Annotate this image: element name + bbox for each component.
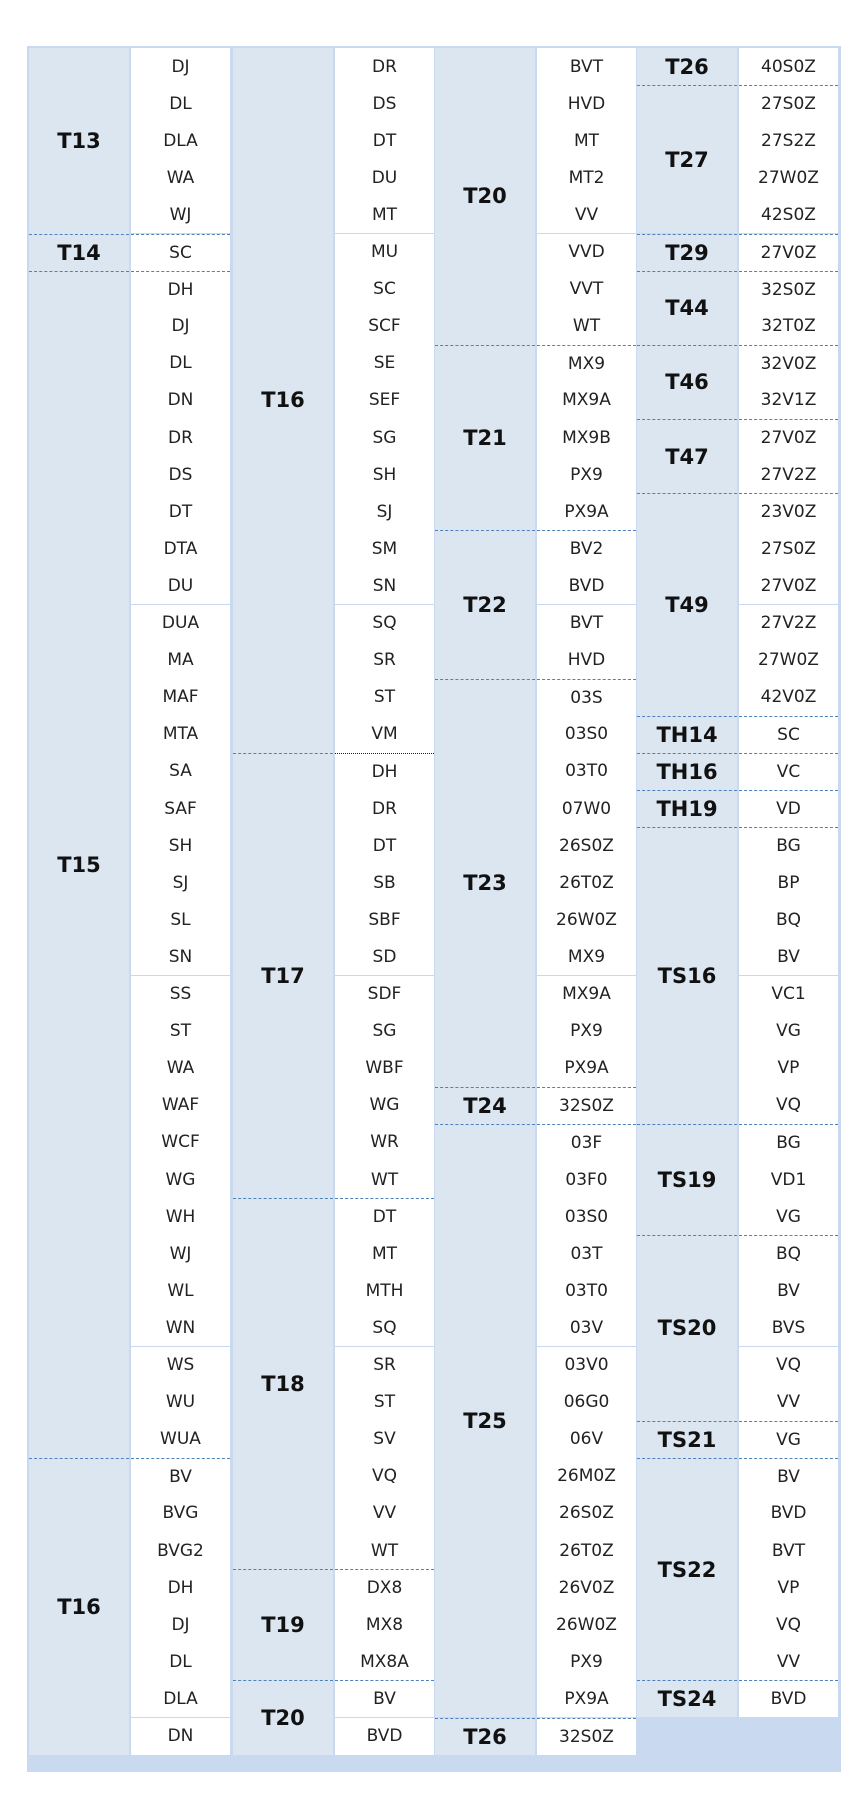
- code-cell: WT: [335, 1161, 434, 1198]
- code-cell: PX9: [537, 456, 636, 493]
- code-cell: SD: [335, 938, 434, 975]
- code-cell: SG: [335, 419, 434, 456]
- code-cell: 06V: [537, 1421, 636, 1458]
- code-cell: PX9A: [537, 1680, 636, 1717]
- group-column: [637, 48, 737, 1770]
- code-cell: SC: [739, 716, 838, 753]
- group-label: T26: [435, 1718, 535, 1755]
- code-cell: MX8: [335, 1606, 434, 1643]
- code-cell: BG: [739, 1124, 838, 1161]
- code-cell: 27S2Z: [739, 122, 838, 159]
- code-cell: MU: [335, 234, 434, 271]
- code-cell: DUA: [131, 605, 230, 642]
- code-cell: SCF: [335, 308, 434, 345]
- code-cell: WS: [131, 1347, 230, 1384]
- code-cell: ST: [131, 1013, 230, 1050]
- code-cell: SV: [335, 1421, 434, 1458]
- code-cell: WAF: [131, 1087, 230, 1124]
- code-cell: 27S0Z: [739, 530, 838, 567]
- code-cell: SN: [131, 938, 230, 975]
- code-cell: VQ: [739, 1347, 838, 1384]
- code-cell: VD: [739, 790, 838, 827]
- code-cell: 26W0Z: [537, 1606, 636, 1643]
- code-cell: WA: [131, 1050, 230, 1087]
- code-cell: 03T0: [537, 753, 636, 790]
- code-cell: VG: [739, 1013, 838, 1050]
- group-label: T44: [637, 271, 737, 345]
- code-cell: DJ: [131, 1606, 230, 1643]
- group-label: T47: [637, 419, 737, 493]
- code-cell: MX9A: [537, 976, 636, 1013]
- code-cell: 23V0Z: [739, 493, 838, 530]
- code-cell: MX9B: [537, 419, 636, 456]
- code-cell: 32S0Z: [537, 1718, 636, 1755]
- group-label: T15: [29, 271, 129, 1458]
- code-cell: SQ: [335, 605, 434, 642]
- code-cell: DR: [335, 48, 434, 85]
- code-cell: 42V0Z: [739, 679, 838, 716]
- code-cell: 26S0Z: [537, 1495, 636, 1532]
- code-cell: WCF: [131, 1124, 230, 1161]
- code-cell: VG: [739, 1421, 838, 1458]
- group-label: T20: [435, 48, 535, 345]
- code-cell: 03T0: [537, 1272, 636, 1309]
- group-label: TS16: [637, 827, 737, 1124]
- code-cell: DJ: [131, 48, 230, 85]
- group-label: T13: [29, 48, 129, 234]
- code-cell: VVT: [537, 271, 636, 308]
- code-cell: VD1: [739, 1161, 838, 1198]
- code-cell: 06G0: [537, 1384, 636, 1421]
- item-column: [335, 48, 434, 1770]
- code-cell: 26W0Z: [537, 901, 636, 938]
- code-cell: MTA: [131, 716, 230, 753]
- code-cell: WA: [131, 159, 230, 196]
- code-cell: BVS: [739, 1309, 838, 1346]
- code-cell: 26V0Z: [537, 1569, 636, 1606]
- code-cell: DS: [131, 456, 230, 493]
- code-cell: SR: [335, 642, 434, 679]
- code-cell: 03S0: [537, 716, 636, 753]
- code-cell: DH: [131, 1569, 230, 1606]
- code-cell: DJ: [131, 308, 230, 345]
- code-cell: DR: [335, 790, 434, 827]
- group-column: [233, 48, 333, 1770]
- code-cell: 26T0Z: [537, 1532, 636, 1569]
- item-column: [131, 48, 230, 1770]
- code-cell: VV: [537, 196, 636, 233]
- code-cell: BV: [739, 1458, 838, 1495]
- code-cell: SB: [335, 864, 434, 901]
- code-cell: VQ: [739, 1606, 838, 1643]
- item-column: [537, 48, 636, 1770]
- code-cell: BV: [131, 1458, 230, 1495]
- code-cell: BVD: [335, 1718, 434, 1755]
- code-cell: BVD: [739, 1495, 838, 1532]
- code-cell: DLA: [131, 1680, 230, 1717]
- group-label: T23: [435, 679, 535, 1087]
- code-cell: DTA: [131, 530, 230, 567]
- code-cell: MX9: [537, 938, 636, 975]
- code-cell: BVT: [739, 1532, 838, 1569]
- code-cell: DT: [335, 122, 434, 159]
- group-label: T27: [637, 85, 737, 233]
- code-cell: VP: [739, 1569, 838, 1606]
- code-cell: HVD: [537, 85, 636, 122]
- code-cell: WUA: [131, 1421, 230, 1458]
- code-cell: 03S0: [537, 1198, 636, 1235]
- code-cell: SA: [131, 753, 230, 790]
- code-cell: VQ: [335, 1458, 434, 1495]
- code-cell: DR: [131, 419, 230, 456]
- code-cell: WG: [335, 1087, 434, 1124]
- item-column: [739, 48, 838, 1770]
- code-cell: 27V2Z: [739, 456, 838, 493]
- code-cell: 32S0Z: [739, 271, 838, 308]
- code-cell: BVT: [537, 605, 636, 642]
- code-cell: 26T0Z: [537, 864, 636, 901]
- code-cell: MTH: [335, 1272, 434, 1309]
- code-cell: SDF: [335, 976, 434, 1013]
- code-cell: WT: [335, 1532, 434, 1569]
- group-label: T21: [435, 345, 535, 531]
- code-cell: DT: [131, 493, 230, 530]
- code-cell: SL: [131, 901, 230, 938]
- code-cell: SEF: [335, 382, 434, 419]
- code-cell: BVT: [537, 48, 636, 85]
- code-cell: SH: [335, 456, 434, 493]
- group-label: TS21: [637, 1421, 737, 1458]
- code-cell: BQ: [739, 901, 838, 938]
- code-cell: WJ: [131, 1235, 230, 1272]
- code-cell: DL: [131, 85, 230, 122]
- code-cell: VVD: [537, 234, 636, 271]
- code-cell: WL: [131, 1272, 230, 1309]
- code-cell: BVD: [739, 1680, 838, 1717]
- group-label: T16: [29, 1458, 129, 1755]
- code-cell: 27V0Z: [739, 567, 838, 604]
- code-cell: 03V0: [537, 1347, 636, 1384]
- code-cell: MT: [537, 122, 636, 159]
- code-cell: 40S0Z: [739, 48, 838, 85]
- code-cell: 27W0Z: [739, 159, 838, 196]
- code-cell: ST: [335, 679, 434, 716]
- code-cell: 03S: [537, 679, 636, 716]
- code-cell: MT: [335, 1235, 434, 1272]
- code-cell: 42S0Z: [739, 196, 838, 233]
- code-cell: 07W0: [537, 790, 636, 827]
- code-cell: MX9A: [537, 382, 636, 419]
- code-cell: VC: [739, 753, 838, 790]
- code-cell: SJ: [131, 864, 230, 901]
- code-cell: SR: [335, 1347, 434, 1384]
- code-cell: SG: [335, 1013, 434, 1050]
- code-cell: VV: [739, 1384, 838, 1421]
- code-cell: WU: [131, 1384, 230, 1421]
- code-cell: WH: [131, 1198, 230, 1235]
- code-cell: DX8: [335, 1569, 434, 1606]
- code-cell: BQ: [739, 1235, 838, 1272]
- code-cell: 26S0Z: [537, 827, 636, 864]
- code-cell: SQ: [335, 1309, 434, 1346]
- code-cell: BVG: [131, 1495, 230, 1532]
- code-cell: VM: [335, 716, 434, 753]
- code-cell: DH: [335, 753, 434, 790]
- code-cell: MT2: [537, 159, 636, 196]
- code-cell: 27V0Z: [739, 234, 838, 271]
- code-cell: 27V2Z: [739, 605, 838, 642]
- code-cell: VV: [335, 1495, 434, 1532]
- code-cell: VC1: [739, 976, 838, 1013]
- code-cell: MAF: [131, 679, 230, 716]
- code-cell: SM: [335, 530, 434, 567]
- group-label: T49: [637, 493, 737, 716]
- code-cell: WT: [537, 308, 636, 345]
- code-cell: 32T0Z: [739, 308, 838, 345]
- code-cell: 32V0Z: [739, 345, 838, 382]
- code-cell: MX8A: [335, 1643, 434, 1680]
- code-cell: DU: [131, 567, 230, 604]
- code-cell: DL: [131, 1643, 230, 1680]
- code-cell: DN: [131, 382, 230, 419]
- group-label: TH19: [637, 790, 737, 827]
- code-cell: VQ: [739, 1087, 838, 1124]
- code-cell: WBF: [335, 1050, 434, 1087]
- code-cell: BV2: [537, 530, 636, 567]
- code-cell: DS: [335, 85, 434, 122]
- group-label: TS20: [637, 1235, 737, 1421]
- code-cell: 26M0Z: [537, 1458, 636, 1495]
- group-column: [435, 48, 535, 1770]
- code-cell: 32S0Z: [537, 1087, 636, 1124]
- code-cell: PX9A: [537, 1050, 636, 1087]
- code-cell: VG: [739, 1198, 838, 1235]
- group-label: T22: [435, 530, 535, 678]
- group-column: [29, 48, 129, 1770]
- group-label: T26: [637, 48, 737, 85]
- group-label: T19: [233, 1569, 333, 1680]
- code-cell: PX9: [537, 1013, 636, 1050]
- code-cell: BP: [739, 864, 838, 901]
- group-label: TS19: [637, 1124, 737, 1235]
- group-label: T16: [233, 48, 333, 753]
- code-cell: 03T: [537, 1235, 636, 1272]
- code-cell: 27S0Z: [739, 85, 838, 122]
- code-cell: DT: [335, 827, 434, 864]
- code-cell: 03F: [537, 1124, 636, 1161]
- group-label: T17: [233, 753, 333, 1198]
- code-cell: SC: [131, 234, 230, 271]
- code-table: [27, 46, 841, 1772]
- code-cell: 03F0: [537, 1161, 636, 1198]
- code-cell: MA: [131, 642, 230, 679]
- code-cell: MT: [335, 196, 434, 233]
- code-cell: SJ: [335, 493, 434, 530]
- code-cell: DN: [131, 1718, 230, 1755]
- code-cell: BV: [739, 1272, 838, 1309]
- code-cell: SAF: [131, 790, 230, 827]
- group-label: T46: [637, 345, 737, 419]
- group-label: T25: [435, 1124, 535, 1718]
- code-cell: VP: [739, 1050, 838, 1087]
- code-cell: BG: [739, 827, 838, 864]
- code-cell: PX9A: [537, 493, 636, 530]
- group-label: TH16: [637, 753, 737, 790]
- code-cell: PX9: [537, 1643, 636, 1680]
- code-cell: SS: [131, 976, 230, 1013]
- code-cell: 32V1Z: [739, 382, 838, 419]
- code-cell: WR: [335, 1124, 434, 1161]
- code-cell: SC: [335, 271, 434, 308]
- code-cell: SBF: [335, 901, 434, 938]
- code-cell: BV: [335, 1680, 434, 1717]
- group-label: T29: [637, 234, 737, 271]
- code-cell: SE: [335, 345, 434, 382]
- code-cell: SN: [335, 567, 434, 604]
- group-label: TS24: [637, 1680, 737, 1717]
- code-cell: 27W0Z: [739, 642, 838, 679]
- group-label: TH14: [637, 716, 737, 753]
- code-cell: DU: [335, 159, 434, 196]
- code-cell: BVG2: [131, 1532, 230, 1569]
- code-cell: SH: [131, 827, 230, 864]
- code-cell: WG: [131, 1161, 230, 1198]
- code-cell: 03V: [537, 1309, 636, 1346]
- code-cell: 27V0Z: [739, 419, 838, 456]
- group-label: T18: [233, 1198, 333, 1569]
- code-cell: BV: [739, 938, 838, 975]
- code-cell: MX9: [537, 345, 636, 382]
- code-cell: WN: [131, 1309, 230, 1346]
- code-cell: ST: [335, 1384, 434, 1421]
- code-cell: WJ: [131, 196, 230, 233]
- code-cell: DL: [131, 345, 230, 382]
- group-label: T20: [233, 1680, 333, 1754]
- group-label: T24: [435, 1087, 535, 1124]
- code-cell: DH: [131, 271, 230, 308]
- group-label: T14: [29, 234, 129, 271]
- group-label: TS22: [637, 1458, 737, 1681]
- code-cell: BVD: [537, 567, 636, 604]
- code-cell: VV: [739, 1643, 838, 1680]
- code-cell: DT: [335, 1198, 434, 1235]
- code-cell: HVD: [537, 642, 636, 679]
- code-cell: DLA: [131, 122, 230, 159]
